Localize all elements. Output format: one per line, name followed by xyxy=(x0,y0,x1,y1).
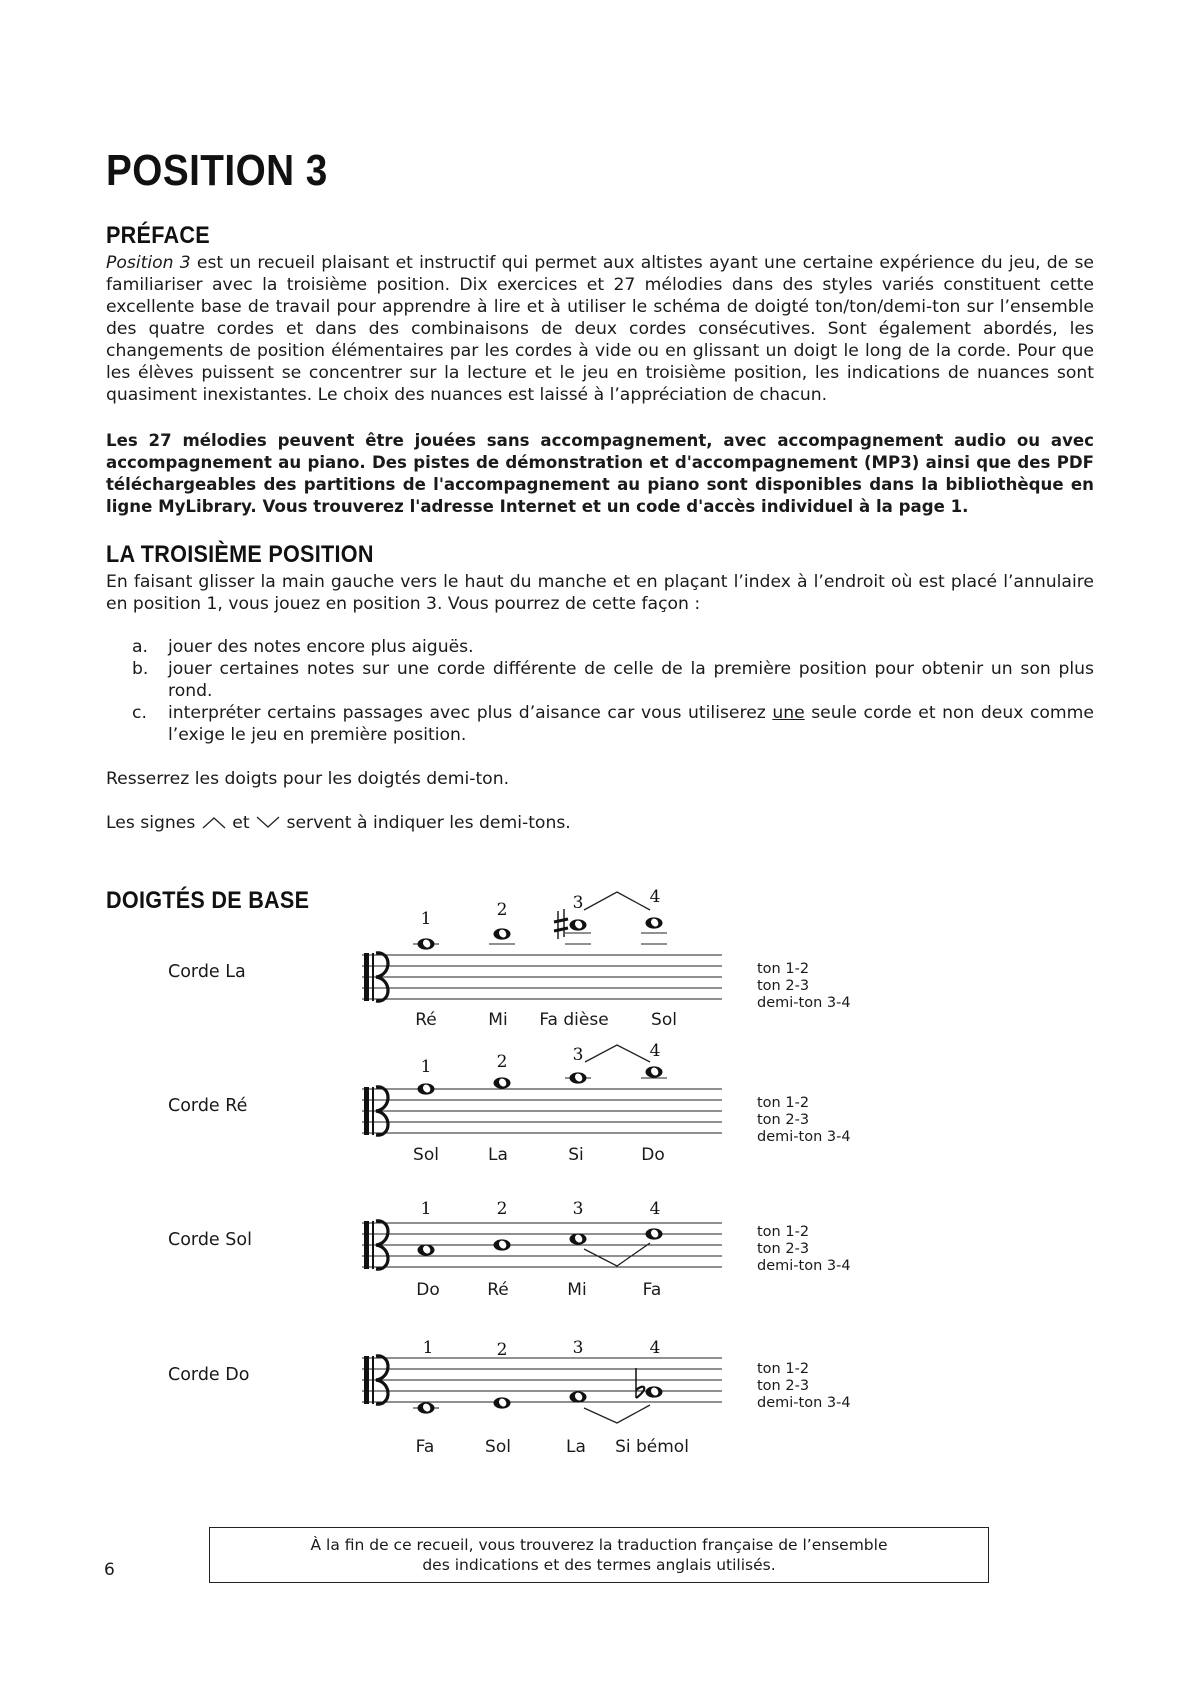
troisieme-intro: En faisant glisser la main gauche vers le haut du manche et en plaçant l’index à l’endroit où est placé l’annulaire en position 1, vous jouez en position 3. Vous pourrez de cette façon : xyxy=(106,572,1094,614)
note-name: Ré xyxy=(415,1010,437,1030)
finger-number: 1 xyxy=(420,1199,432,1219)
interval-list xyxy=(757,961,851,1012)
footer-line: des indications et des termes anglais utilisés. xyxy=(422,1556,776,1574)
halftone-valley-icon xyxy=(584,1405,650,1423)
halftone-valley-icon xyxy=(584,1243,650,1266)
page-number: 6 xyxy=(104,1560,115,1580)
interval-item: demi-ton 3-4 xyxy=(757,1395,851,1411)
finger-number: 4 xyxy=(649,1041,661,1061)
note-name: Sol xyxy=(485,1437,511,1457)
alto-clef-icon xyxy=(364,1221,369,1269)
interval-list xyxy=(757,1361,851,1412)
list-text-part: interpréter certains passages avec plus d’aisance car vous utiliserez xyxy=(168,703,773,723)
troisieme-heading: LA TROISIÈME POSITION xyxy=(106,541,374,568)
note-name: Ré xyxy=(487,1280,509,1300)
halftone-peak-icon xyxy=(584,892,650,910)
signs-text: et xyxy=(232,813,250,833)
interval-item: ton 1-2 xyxy=(757,1224,810,1240)
note-name: Fa xyxy=(642,1280,662,1300)
finger-number: 1 xyxy=(420,909,432,929)
interval-item: ton 1-2 xyxy=(757,961,810,977)
note-name: La xyxy=(566,1437,586,1457)
preface-italic-lead: Position 3 xyxy=(106,253,191,273)
list-text: jouer des notes encore plus aiguës. xyxy=(168,637,474,657)
sharp-icon xyxy=(554,919,568,922)
interval-item: ton 2-3 xyxy=(757,1112,810,1128)
list-text: jouer certaines notes sur une corde différente de celle de la première position pour obtenir un son plus rond. xyxy=(168,659,1094,701)
finger-number: 3 xyxy=(572,1338,584,1358)
list-letter: a. xyxy=(132,637,148,657)
note-name: La xyxy=(488,1145,508,1165)
interval-item: ton 1-2 xyxy=(757,1361,810,1377)
note-name: Sol xyxy=(651,1010,677,1030)
list-text-part: seule corde et non deux comme l’exige le jeu en première position. xyxy=(168,703,1094,745)
alto-clef-icon xyxy=(364,953,369,1001)
alto-clef-icon xyxy=(364,1356,369,1404)
resserrez-text: Resserrez les doigts pour les doigtés demi-ton. xyxy=(106,769,510,789)
finger-number: 3 xyxy=(572,1045,584,1065)
interval-item: ton 1-2 xyxy=(757,1095,810,1111)
note-name: Do xyxy=(416,1280,440,1300)
doigtes-heading: DOIGTÉS DE BASE xyxy=(106,887,310,914)
alto-clef-icon xyxy=(372,953,374,1001)
note-name: Fa dièse xyxy=(539,1010,609,1030)
finger-number: 3 xyxy=(572,1199,584,1219)
list-letter: b. xyxy=(132,659,149,679)
finger-number: 2 xyxy=(496,1340,508,1360)
interval-list xyxy=(757,1224,851,1275)
finger-number: 4 xyxy=(649,1199,661,1219)
alto-clef-icon xyxy=(372,1221,374,1269)
corde-label: Corde Sol xyxy=(168,1230,252,1250)
footer-line: À la fin de ce recueil, vous trouverez la traduction française de l’ensemble xyxy=(310,1536,888,1554)
sharp-icon xyxy=(554,928,568,931)
finger-number: 4 xyxy=(649,1338,661,1358)
interval-item: ton 2-3 xyxy=(757,978,810,994)
finger-number: 1 xyxy=(420,1057,432,1077)
flat-icon xyxy=(636,1387,644,1398)
alto-clef-icon xyxy=(372,1356,374,1404)
finger-number: 1 xyxy=(422,1338,434,1358)
halftone-peak-icon xyxy=(585,1045,650,1062)
preface-text-1: est un recueil plaisant et instructif qui permet aux altistes ayant une certaine expérience du jeu, de se familiariser avec la troisième position. Dix exercices et 27 mélodies dans des styles variés constituent cette excellente base de travail pour apprendre à lire et à utiliser le schéma de doigté ton/ton/demi-ton sur l’ensemble des quatre cordes et dans des combinaisons de deux cordes consécutives. Sont également abordés, les changements de position élémentaires par les cordes à vide ou en glissant un doigt le long de la corde. Pour que les élèves puissent se concentrer sur la lecture et le jeu en troisième position, les indications de nuances sont quasiment inexistantes. Le choix des nuances est laissé à l’appréciation de chacun. xyxy=(106,253,1094,405)
preface-heading: PRÉFACE xyxy=(106,222,210,249)
note-name: Mi xyxy=(567,1280,587,1300)
interval-item: demi-ton 3-4 xyxy=(757,995,851,1011)
interval-item: ton 2-3 xyxy=(757,1241,810,1257)
note-name: Fa xyxy=(415,1437,435,1457)
list-letter: c. xyxy=(132,703,147,723)
underlined-word: une xyxy=(772,703,805,723)
corde-label: Corde Do xyxy=(168,1365,250,1385)
interval-item: ton 2-3 xyxy=(757,1378,810,1394)
note-name: Si bémol xyxy=(615,1437,689,1457)
finger-number: 2 xyxy=(496,1052,508,1072)
note-name: Mi xyxy=(488,1010,508,1030)
preface-paragraph-2: Les 27 mélodies peuvent être jouées sans accompagnement, avec accompagnement audio ou avec accompagnement au piano. Des pistes de démonstration et d'accompagnement (MP3) ainsi que des PDF téléchargeables des partitions de l'accompagnement au piano sont disponibles dans la bibliothèque en ligne MyLibrary. Vous trouverez l'adresse Internet et un code d'accès individuel à la page 1. xyxy=(106,431,1094,516)
finger-number: 2 xyxy=(496,900,508,920)
note-name: Sol xyxy=(413,1145,439,1165)
note-name: Do xyxy=(641,1145,665,1165)
signs-text: servent à indiquer les demi-tons. xyxy=(286,813,571,833)
alto-clef-icon xyxy=(372,1087,374,1135)
finger-number: 2 xyxy=(496,1199,508,1219)
signs-text: Les signes xyxy=(106,813,196,833)
finger-number: 4 xyxy=(649,887,661,907)
footer-note-box xyxy=(209,1527,989,1583)
interval-item: demi-ton 3-4 xyxy=(757,1258,851,1274)
page-title: POSITION 3 xyxy=(106,146,328,195)
interval-item: demi-ton 3-4 xyxy=(757,1129,851,1145)
note-name: Si xyxy=(568,1145,584,1165)
alto-clef-icon xyxy=(364,1087,369,1135)
corde-label: Corde La xyxy=(168,962,246,982)
finger-number: 3 xyxy=(572,893,584,913)
corde-label: Corde Ré xyxy=(168,1096,248,1116)
interval-list xyxy=(757,1095,851,1146)
